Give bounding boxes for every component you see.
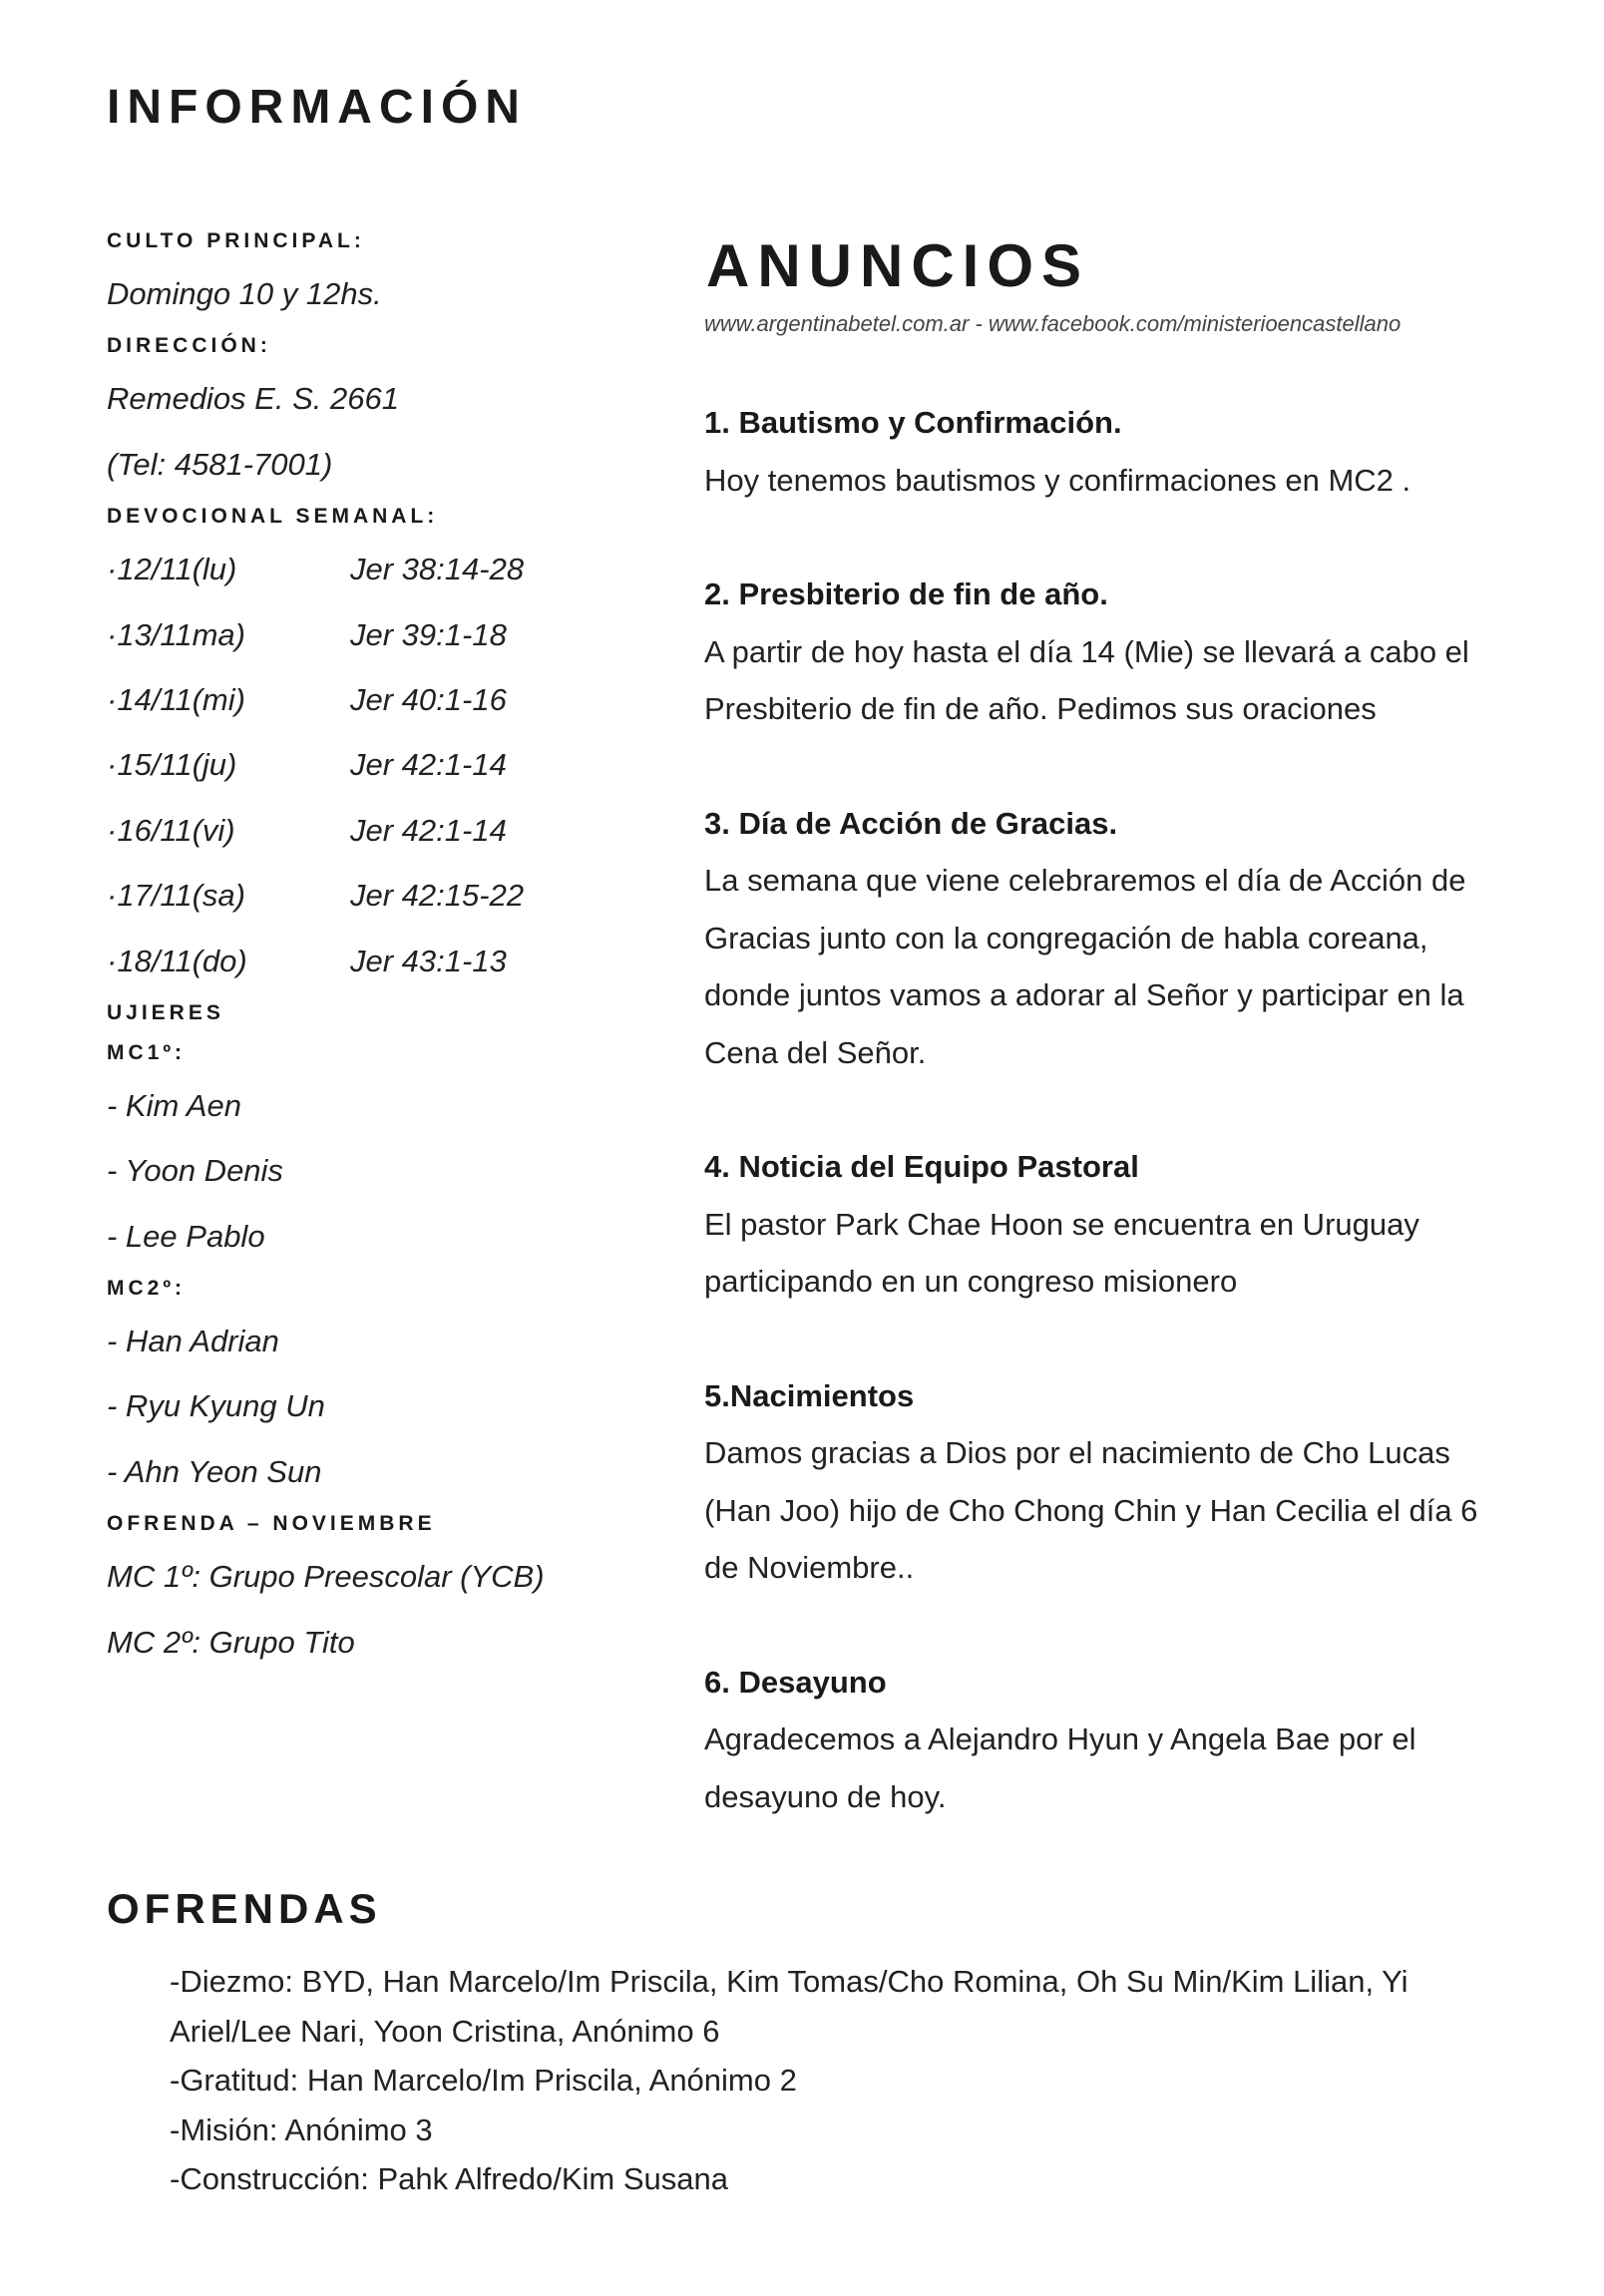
anuncios-list bbox=[704, 394, 1522, 1882]
ofrenda-mes-line: MC 2º: Grupo Tito bbox=[107, 1624, 355, 1660]
devocional-date: ·12/11(lu) bbox=[107, 552, 237, 587]
ofrenda-line: -Gratitud: Han Marcelo/Im Priscila, Anónimo 2 bbox=[170, 2063, 797, 2099]
anuncio-body: Damos gracias a Dios por el nacimiento de Cho Lucas (Han Joo) hijo de Cho Chong Chin y Han Cecilia el día 6 de Noviembre.. bbox=[704, 1435, 1478, 1585]
anuncios-title: ANUNCIOS bbox=[706, 232, 1090, 299]
anuncio-body: Agradecemos a Alejandro Hyun y Angela Bae por el desayuno de hoy. bbox=[704, 1722, 1416, 1814]
ujieres-heading: UJIERES bbox=[107, 1000, 224, 1024]
anuncio-item bbox=[704, 1367, 1522, 1597]
telefono-line: (Tel: 4581-7001) bbox=[107, 446, 333, 482]
devocional-reference: Jer 40:1-16 bbox=[350, 681, 507, 717]
ofrenda-line: -Misión: Anónimo 3 bbox=[170, 2111, 433, 2147]
direccion-line: Remedios E. S. 2661 bbox=[107, 381, 399, 417]
ujier-name: - Han Adrian bbox=[107, 1324, 279, 1359]
devocional-reference: Jer 42:1-14 bbox=[350, 812, 507, 848]
anuncio-heading: 2. Presbiterio de fin de año. bbox=[704, 576, 1108, 611]
ujier-name: - Lee Pablo bbox=[107, 1218, 265, 1254]
devocional-reference: Jer 38:14-28 bbox=[350, 552, 525, 587]
devocional-date: ·18/11(do) bbox=[107, 943, 247, 978]
anuncio-heading: 1. Bautismo y Confirmación. bbox=[704, 405, 1122, 440]
devocional-row bbox=[107, 929, 665, 993]
culto-heading: CULTO PRINCIPAL: bbox=[107, 229, 365, 252]
devocional-date: ·14/11(mi) bbox=[107, 681, 245, 717]
anuncio-body: El pastor Park Chae Hoon se encuentra en Uruguay participando en un congreso misionero bbox=[704, 1206, 1419, 1299]
devocional-reference: Jer 39:1-18 bbox=[350, 616, 507, 652]
devocional-date: ·13/11ma) bbox=[107, 616, 245, 652]
anuncio-body: La semana que viene celebraremos el día de Acción de Gracias junto con la congregación de habla coreana, donde juntos vamos a adorar al Señor y participar en la Cena del Señor. bbox=[704, 863, 1466, 1070]
ofrendas-list bbox=[170, 1957, 1496, 2204]
devocional-reference: Jer 43:1-13 bbox=[350, 943, 507, 978]
anuncio-item bbox=[704, 795, 1522, 1082]
devocional-list bbox=[107, 537, 665, 993]
devocional-date: ·15/11(ju) bbox=[107, 747, 237, 783]
anuncio-item bbox=[704, 1654, 1522, 1826]
direccion-heading: DIRECCIÓN: bbox=[107, 334, 271, 358]
anuncio-item bbox=[704, 394, 1522, 509]
devocional-row bbox=[107, 863, 665, 928]
page-title: INFORMACIÓN bbox=[107, 81, 527, 134]
devocional-date: ·16/11(vi) bbox=[107, 812, 235, 848]
ujier-name: - Kim Aen bbox=[107, 1087, 241, 1123]
mc1-heading: MC1º: bbox=[107, 1040, 187, 1064]
ofrenda-line: -Construcción: Pahk Alfredo/Kim Susana bbox=[170, 2161, 728, 2197]
ofrenda-mes-line: MC 1º: Grupo Preescolar (YCB) bbox=[107, 1559, 545, 1595]
ofrendas-title: OFRENDAS bbox=[107, 1885, 382, 1932]
ujier-name: - Ryu Kyung Un bbox=[107, 1388, 325, 1424]
ujier-name: - Ahn Yeon Sun bbox=[107, 1453, 322, 1489]
anuncio-heading: 4. Noticia del Equipo Pastoral bbox=[704, 1149, 1139, 1184]
ujier-name: - Yoon Denis bbox=[107, 1153, 283, 1189]
devocional-reference: Jer 42:15-22 bbox=[350, 878, 525, 914]
anuncio-item bbox=[704, 566, 1522, 738]
anuncio-heading: 5.Nacimientos bbox=[704, 1377, 915, 1413]
devocional-row bbox=[107, 732, 665, 797]
devocional-date: ·17/11(sa) bbox=[107, 878, 245, 914]
mc2-heading: MC2º: bbox=[107, 1277, 187, 1301]
anuncio-heading: 3. Día de Acción de Gracias. bbox=[704, 805, 1118, 841]
devocional-reference: Jer 42:1-14 bbox=[350, 747, 507, 783]
website-links: www.argentinabetel.com.ar - www.facebook.com/ministerioencastellano bbox=[704, 311, 1402, 336]
devocional-heading: DEVOCIONAL SEMANAL: bbox=[107, 505, 439, 529]
anuncio-heading: 6. Desayuno bbox=[704, 1664, 887, 1700]
devocional-row bbox=[107, 798, 665, 863]
devocional-row bbox=[107, 537, 665, 601]
anuncio-body: A partir de hoy hasta el día 14 (Mie) se llevará a cabo el Presbiterio de fin de año. Pedimos sus oraciones bbox=[704, 633, 1469, 726]
culto-text: Domingo 10 y 12hs. bbox=[107, 276, 382, 311]
anuncio-item bbox=[704, 1138, 1522, 1311]
ofrenda-mes-heading: OFRENDA – NOVIEMBRE bbox=[107, 1512, 436, 1536]
info-column bbox=[107, 221, 665, 1675]
devocional-row bbox=[107, 602, 665, 667]
anuncio-body: Hoy tenemos bautismos y confirmaciones en MC2 . bbox=[704, 462, 1411, 498]
ofrenda-line: -Diezmo: BYD, Han Marcelo/Im Priscila, Kim Tomas/Cho Romina, Oh Su Min/Kim Lilian, Yi Ariel/Lee Nari, Yoon Cristina, Anónimo 6 bbox=[170, 1964, 1408, 2049]
devocional-row bbox=[107, 667, 665, 732]
